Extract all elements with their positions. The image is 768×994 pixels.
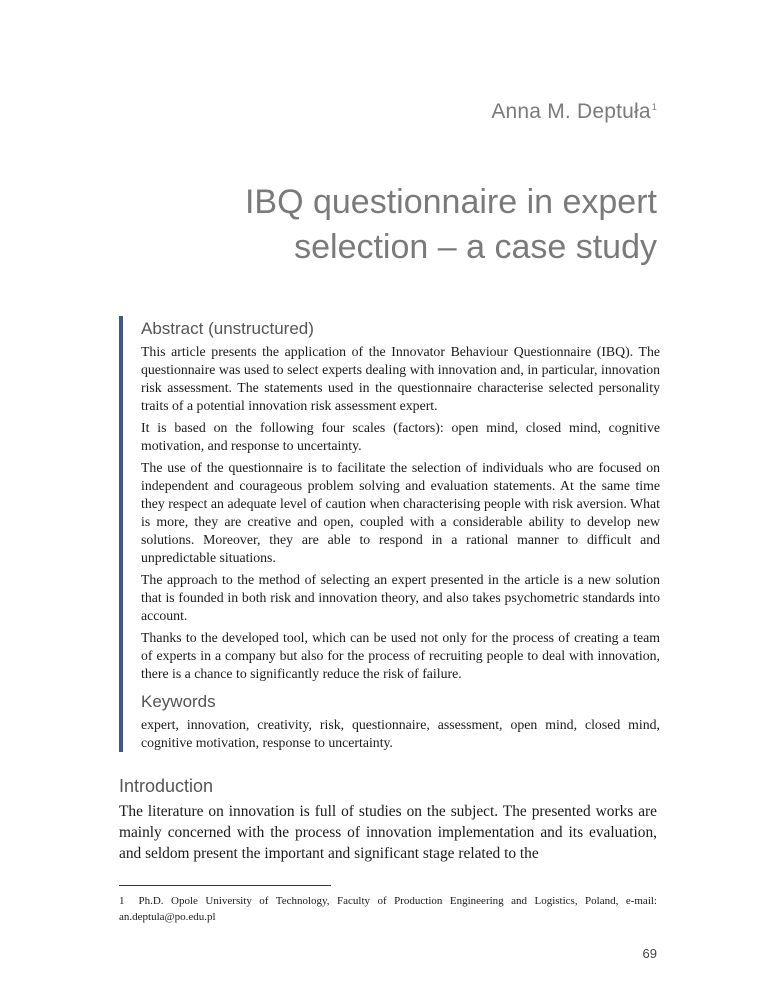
author-footnote-marker[interactable]: 1: [651, 102, 657, 112]
keywords-list: expert, innovation, creativity, risk, questionnaire, assessment, open mind, closed mind, cognitive motivation, response to uncertainty.: [141, 717, 660, 750]
page-number: 69: [642, 946, 657, 961]
footnote: [119, 893, 657, 925]
author-name: [491, 100, 657, 124]
footnote-number: 1: [119, 895, 125, 907]
footnote-divider: [119, 885, 331, 886]
abstract-paragraph: The use of the questionnaire is to facilitate the selection of individuals who are focused on independent and courageous problem solving and evaluation statements. At the same time they respect an adequate level of caution when characterising people with risk aversion. What is more, they are creative and open, coupled with a considerable ability to develop new solutions. Moreover, they are able to respond in a rational manner to difficult and unpredictable situations.: [141, 460, 660, 565]
introduction-heading: Introduction: [119, 776, 214, 796]
abstract-paragraph: It is based on the following four scales (factors): open mind, closed mind, cognitive motivation, and response to uncertainty.: [141, 420, 660, 453]
abstract-heading: Abstract (unstructured): [141, 319, 314, 338]
abstract-section: [119, 316, 660, 752]
abstract-paragraph: Thanks to the developed tool, which can be used not only for the process of creating a team of experts in a company but also for the process of recruiting people to deal with innovation, there is a chance to significantly reduce the risk of failure.: [141, 630, 660, 681]
keywords-heading: Keywords: [141, 692, 216, 711]
abstract-paragraph: This article presents the application of the Innovator Behaviour Questionnaire (IBQ). The questionnaire was used to select experts dealing with innovation and, in particular, innovation risk assessment. The statements used in the questionnaire characterise selected personality traits of a potential innovation risk assessment expert.: [141, 344, 660, 413]
footnote-text: Ph.D. Opole University of Technology, Faculty of Production Engineering and Logistics, Poland, e-mail: an.deptula@po.edu.pl: [119, 895, 657, 923]
author-name-text: Anna M. Deptuła: [491, 100, 651, 123]
abstract-paragraph: The approach to the method of selecting an expert presented in the article is a new solution that is founded in both risk and innovation theory, and also takes psychometric standards into account.: [141, 572, 660, 623]
paper-title: IBQ questionnaire in expert selection – a case study: [244, 183, 657, 266]
introduction-text: The literature on innovation is full of studies on the subject. The presented works are mainly concerned with the process of innovation implementation and its evaluation, and seldom present the important and significant stage related to the: [119, 803, 657, 862]
